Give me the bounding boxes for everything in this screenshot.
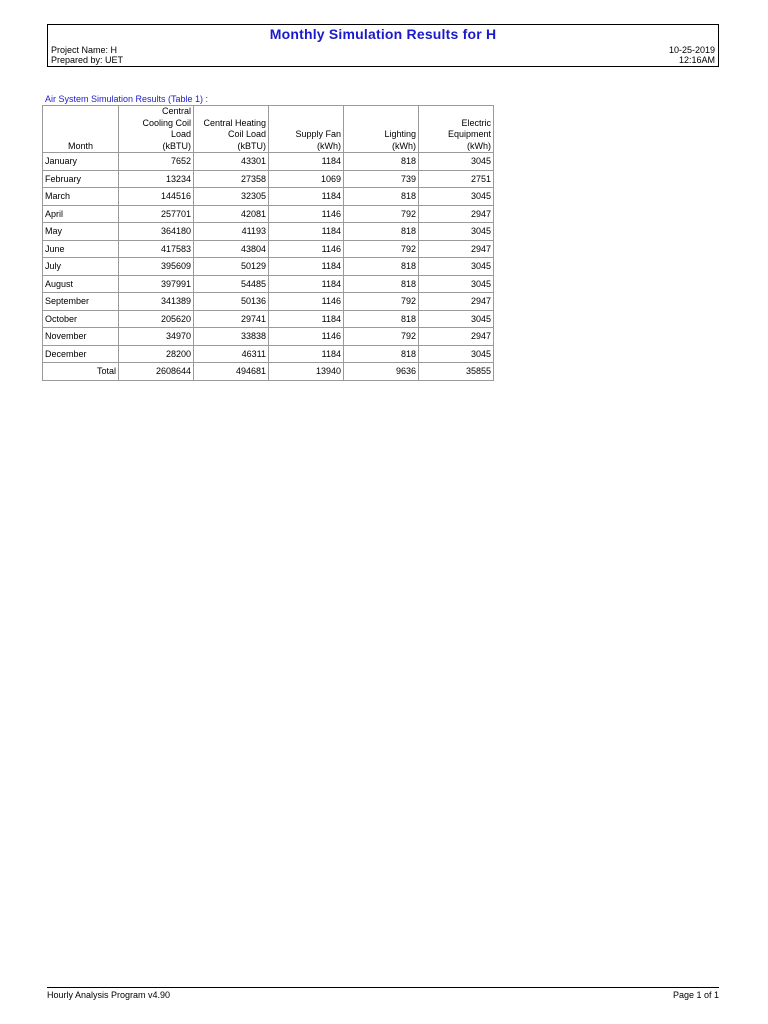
value-cell: 818 bbox=[344, 153, 419, 171]
value-cell: 1146 bbox=[269, 293, 344, 311]
value-cell: 2608644 bbox=[119, 363, 194, 381]
table-row bbox=[43, 170, 494, 188]
project-name: Project Name: H bbox=[51, 45, 118, 55]
value-cell: 739 bbox=[344, 170, 419, 188]
value-cell: 28200 bbox=[119, 345, 194, 363]
footer-divider bbox=[47, 987, 719, 988]
month-cell: April bbox=[43, 205, 119, 223]
value-cell: 3045 bbox=[419, 153, 494, 171]
month-cell: March bbox=[43, 188, 119, 206]
value-cell: 3045 bbox=[419, 345, 494, 363]
column-header: Month bbox=[43, 106, 119, 153]
value-cell: 818 bbox=[344, 223, 419, 241]
month-cell: February bbox=[43, 170, 119, 188]
value-cell: 792 bbox=[344, 328, 419, 346]
report-title: Monthly Simulation Results for H bbox=[269, 26, 497, 42]
value-cell: 818 bbox=[344, 275, 419, 293]
value-cell: 41193 bbox=[194, 223, 269, 241]
table-row bbox=[43, 258, 494, 276]
table-row bbox=[43, 345, 494, 363]
value-cell: 54485 bbox=[194, 275, 269, 293]
value-cell: 364180 bbox=[119, 223, 194, 241]
value-cell: 42081 bbox=[194, 205, 269, 223]
value-cell: 3045 bbox=[419, 258, 494, 276]
month-cell: December bbox=[43, 345, 119, 363]
report-date: 10-25-2019 bbox=[668, 45, 715, 55]
table-row bbox=[43, 153, 494, 171]
value-cell: 1146 bbox=[269, 328, 344, 346]
month-cell: October bbox=[43, 310, 119, 328]
prepared-by: Prepared by: UET bbox=[51, 55, 124, 65]
project-info bbox=[51, 45, 123, 65]
value-cell: 341389 bbox=[119, 293, 194, 311]
value-cell: 3045 bbox=[419, 310, 494, 328]
value-cell: 818 bbox=[344, 345, 419, 363]
column-header: Electric Equipment (kWh) bbox=[419, 106, 494, 153]
value-cell: 2947 bbox=[419, 205, 494, 223]
value-cell: 43804 bbox=[194, 240, 269, 258]
value-cell: 818 bbox=[344, 258, 419, 276]
month-cell: November bbox=[43, 328, 119, 346]
value-cell: 7652 bbox=[119, 153, 194, 171]
table-row bbox=[43, 188, 494, 206]
value-cell: 397991 bbox=[119, 275, 194, 293]
simulation-results-table bbox=[42, 105, 494, 381]
value-cell: 3045 bbox=[419, 223, 494, 241]
table-row bbox=[43, 240, 494, 258]
value-cell: 1184 bbox=[269, 258, 344, 276]
value-cell: 1184 bbox=[269, 223, 344, 241]
column-header: Central Heating Coil Load (kBTU) bbox=[194, 106, 269, 153]
value-cell: 50136 bbox=[194, 293, 269, 311]
value-cell: 395609 bbox=[119, 258, 194, 276]
value-cell: 1146 bbox=[269, 205, 344, 223]
value-cell: 792 bbox=[344, 240, 419, 258]
value-cell: 792 bbox=[344, 205, 419, 223]
value-cell: 818 bbox=[344, 310, 419, 328]
month-cell: June bbox=[43, 240, 119, 258]
table-body bbox=[43, 153, 494, 381]
month-cell: September bbox=[43, 293, 119, 311]
table-row bbox=[43, 275, 494, 293]
value-cell: 34970 bbox=[119, 328, 194, 346]
value-cell: 9636 bbox=[344, 363, 419, 381]
column-header: Supply Fan (kWh) bbox=[269, 106, 344, 153]
table-row bbox=[43, 293, 494, 311]
report-datetime bbox=[669, 45, 715, 65]
value-cell: 32305 bbox=[194, 188, 269, 206]
value-cell: 1184 bbox=[269, 345, 344, 363]
table-row bbox=[43, 328, 494, 346]
value-cell: 3045 bbox=[419, 275, 494, 293]
value-cell: 257701 bbox=[119, 205, 194, 223]
value-cell: 3045 bbox=[419, 188, 494, 206]
total-label: Total bbox=[43, 363, 119, 381]
value-cell: 1184 bbox=[269, 188, 344, 206]
month-cell: January bbox=[43, 153, 119, 171]
month-cell: August bbox=[43, 275, 119, 293]
value-cell: 35855 bbox=[419, 363, 494, 381]
value-cell: 1146 bbox=[269, 240, 344, 258]
table-row bbox=[43, 205, 494, 223]
value-cell: 2947 bbox=[419, 328, 494, 346]
table-row bbox=[43, 223, 494, 241]
value-cell: 27358 bbox=[194, 170, 269, 188]
value-cell: 144516 bbox=[119, 188, 194, 206]
value-cell: 29741 bbox=[194, 310, 269, 328]
value-cell: 205620 bbox=[119, 310, 194, 328]
value-cell: 818 bbox=[344, 188, 419, 206]
page-number: Page 1 of 1 bbox=[672, 990, 719, 1000]
value-cell: 417583 bbox=[119, 240, 194, 258]
value-cell: 13234 bbox=[119, 170, 194, 188]
program-name: Hourly Analysis Program v4.90 bbox=[47, 990, 171, 1000]
column-header: Central Cooling Coil Load (kBTU) bbox=[119, 106, 194, 153]
value-cell: 2751 bbox=[419, 170, 494, 188]
value-cell: 13940 bbox=[269, 363, 344, 381]
value-cell: 43301 bbox=[194, 153, 269, 171]
table-header-row bbox=[43, 106, 494, 153]
report-header bbox=[47, 24, 719, 67]
value-cell: 33838 bbox=[194, 328, 269, 346]
month-cell: May bbox=[43, 223, 119, 241]
value-cell: 1069 bbox=[269, 170, 344, 188]
value-cell: 2947 bbox=[419, 293, 494, 311]
report-time: 12:16AM bbox=[678, 55, 715, 65]
table-caption: Air System Simulation Results (Table 1) : bbox=[45, 94, 209, 104]
value-cell: 2947 bbox=[419, 240, 494, 258]
value-cell: 1184 bbox=[269, 275, 344, 293]
value-cell: 1184 bbox=[269, 153, 344, 171]
table-row bbox=[43, 310, 494, 328]
column-header: Lighting (kWh) bbox=[344, 106, 419, 153]
value-cell: 50129 bbox=[194, 258, 269, 276]
total-row bbox=[43, 363, 494, 381]
value-cell: 1184 bbox=[269, 310, 344, 328]
value-cell: 46311 bbox=[194, 345, 269, 363]
month-cell: July bbox=[43, 258, 119, 276]
value-cell: 792 bbox=[344, 293, 419, 311]
value-cell: 494681 bbox=[194, 363, 269, 381]
